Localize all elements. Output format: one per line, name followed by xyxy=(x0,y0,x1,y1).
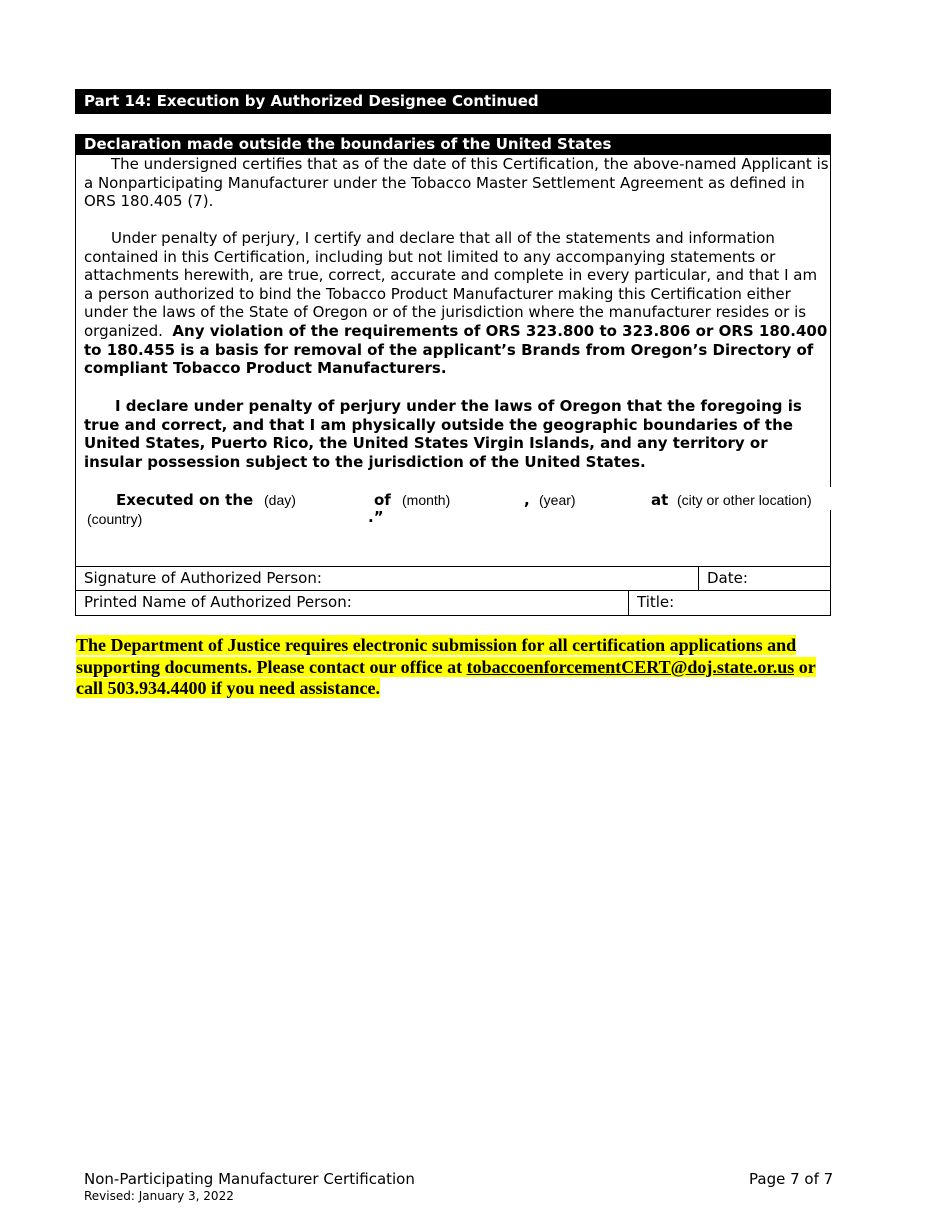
declaration-header: Declaration made outside the boundaries of the United States xyxy=(75,134,831,155)
printed-name-row xyxy=(75,590,831,616)
certification-paragraph: The undersigned certifies that as of the date of this Certification, the above-named Applicant is a Nonparticipating Manufacturer under the Tobacco Master Settlement Agreement as defined in ORS 180.405 (7). xyxy=(84,155,829,211)
date-field[interactable]: Date: xyxy=(698,567,831,590)
country-field[interactable]: (country) xyxy=(87,511,143,527)
page-number: Page 7 of 7 xyxy=(749,1170,834,1188)
signature-field[interactable]: Signature of Authorized Person: xyxy=(84,569,322,587)
executed-on-label: Executed on the xyxy=(116,491,254,509)
closing-quote: .” xyxy=(368,508,384,526)
footer-title: Non-Participating Manufacturer Certification xyxy=(84,1170,415,1188)
location-field[interactable]: (city or other location) xyxy=(677,492,812,508)
perjury-statement: Under penalty of perjury, I certify and declare that all of the statements and information contained in this Certification, including but not limited to any accompanying statements or attachments herewith, are true, correct, accurate and complete in every particular, and that I am a person authorized to bind the Tobacco Product Manufacturer making this Certification either under the laws of the State of Oregon or of the jurisdiction where the manufacturer resides or is organized. xyxy=(84,229,818,340)
part-header: Part 14: Execution by Authorized Designee Continued xyxy=(75,89,831,114)
footer-revised-date: Revised: January 3, 2022 xyxy=(84,1189,234,1203)
email-link[interactable]: tobaccoenforcementCERT@doj.state.or.us xyxy=(466,656,795,677)
day-field[interactable]: (day) xyxy=(264,492,296,508)
perjury-paragraph xyxy=(84,229,829,378)
comma-label: , xyxy=(524,491,530,509)
frame-left-border xyxy=(75,155,76,567)
year-field[interactable]: (year) xyxy=(539,492,576,508)
printed-name-field[interactable]: Printed Name of Authorized Person: xyxy=(84,593,352,611)
of-label: of xyxy=(374,491,391,509)
signature-row xyxy=(75,566,831,591)
frame-right-border-upper xyxy=(830,155,831,487)
frame-right-border-lower xyxy=(830,510,831,567)
title-field[interactable]: Title: xyxy=(628,591,831,615)
at-label: at xyxy=(651,491,669,509)
submission-notice: The Department of Justice requires electronic submission for all certification applications and supporting documents. Please contact our office at tobaccoenforcementCERT@doj.state.or.us or call 503.934.4400 if you need assistance. xyxy=(76,635,816,698)
declaration-paragraph: I declare under penalty of perjury under the laws of Oregon that the foregoing is true and correct, and that I am physically outside the geographic boundaries of the United States, Puerto Rico, the United States Virgin Islands, and any territory or insular possession subject to the jurisdiction of the United States. xyxy=(84,397,802,471)
violation-statement: Any violation of the requirements of ORS 323.800 to 323.806 or ORS 180.400 to 180.455 is a basis for removal of the applicant’s Brands from Oregon’s Directory of compliant Tobacco Product Manufacturers. xyxy=(84,321,828,378)
month-field[interactable]: (month) xyxy=(402,492,451,508)
